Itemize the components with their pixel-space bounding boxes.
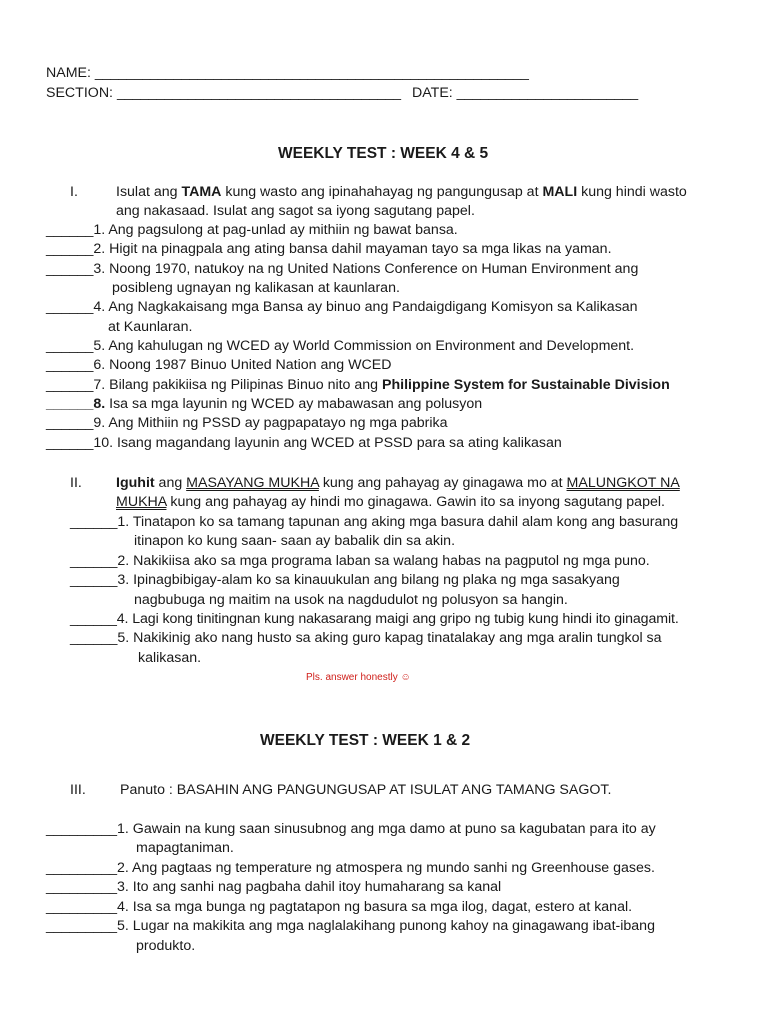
part-iii-numeral: III. [70, 782, 86, 798]
part-iii-item-2: _________2. Ang pagtaas ng temperature ng atmospera ng mundo sanhi ng Greenhouse gases. [46, 860, 655, 876]
part-iii-instruction: Panuto : BASAHIN ANG PANGUNGUSAP AT ISULAT ANG TAMANG SAGOT. [120, 782, 612, 798]
part-iii-item-1-cont: mapagtaniman. [136, 840, 234, 856]
part-i-item-7: ______7. Bilang pakikiisa ng Pilipinas Binuo nito ang Philippine System for Sustainable Division [46, 377, 670, 393]
test-title-week-4-5: WEEKLY TEST : WEEK 4 & 5 [278, 145, 489, 162]
part-ii-item-3-cont: nagbubuga ng maitim na usok na nagdudulot ng polusyon sa hangin. [134, 592, 568, 608]
part-ii-item-1: ______1. Tinatapon ko sa tamang tapunan ang aking mga basura dahil alam kong ang basurang [70, 514, 679, 530]
part-i-item-6: ______6. Noong 1987 Binuo United Nation ang WCED [46, 357, 392, 373]
date-line: DATE: _______________________ [412, 85, 639, 101]
part-iii-item-5: _________5. Lugar na makikita ang mga naglalakihang punong kahoy na ginagawang ibat-ibang [46, 918, 655, 934]
part-i-item-4: ______4. Ang Nagkakaisang mga Bansa ay binuo ang Pandaigdigang Komisyon sa Kalikasan [46, 299, 638, 315]
part-ii-item-5-cont: kalikasan. [138, 650, 202, 666]
part-i-item-2: ______2. Higit na pinagpala ang ating bansa dahil mayaman tayo sa mga likas na yaman. [46, 241, 612, 257]
part-iii-item-4: _________4. Isa sa mga bunga ng pagtatapon ng basura sa mga ilog, dagat, estero at kanal. [46, 899, 633, 915]
part-ii-instruction-line2: MUKHA kung ang pahayag ay hindi mo ginagawa. Gawin ito sa inyong sagutang papel. [116, 494, 665, 510]
part-i-numeral: I. [70, 184, 78, 200]
part-iii-item-5-cont: produkto. [136, 938, 196, 954]
part-i-item-9: ______9. Ang Mithiin ng PSSD ay pagpapatayo ng mga pabrika [46, 415, 448, 431]
part-i-instruction-line2: ang nakasaad. Isulat ang sagot sa iyong sagutang papel. [116, 203, 475, 219]
part-i-item-3-cont: posibleng ugnayan ng kalikasan at kaunlaran. [112, 280, 400, 296]
part-ii-item-3: ______3. Ipinagbibigay-alam ko sa kinauukulan ang bilang ng plaka ng mga sasakyang [70, 572, 620, 588]
test-title-week-1-2: WEEKLY TEST : WEEK 1 & 2 [260, 732, 471, 749]
part-ii-numeral: II. [70, 475, 82, 491]
section-line: SECTION: ____________________________________ [46, 85, 401, 101]
part-ii-item-1-cont: itinapon ko kung saan- saan ay babalik din sa akin. [134, 533, 456, 549]
part-iii-item-1: _________1. Gawain na kung saan sinusubnog ang mga damo at puno sa kagubatan para ito ay [46, 821, 656, 837]
part-i-item-5: ______5. Ang kahulugan ng WCED ay World Commission on Environment and Development. [46, 338, 635, 354]
part-i-item-8: ______8. Isa sa mga layunin ng WCED ay mabawasan ang polusyon [46, 396, 483, 412]
part-i-item-1: ______1. Ang pagsulong at pag-unlad ay mithiin ng bawat bansa. [46, 222, 458, 238]
part-iii-item-3: _________3. Ito ang sanhi nag pagbaha dahil itoy humaharang sa kanal [46, 879, 502, 895]
part-i-item-3: ______3. Noong 1970, natukoy na ng United Nations Conference on Human Environment ang [46, 261, 639, 277]
part-ii-item-4: ______4. Lagi kong tinitingnan kung nakasarang maigi ang gripo ng tubig kung hindi ito ginagamit. [70, 611, 679, 627]
part-ii-item-2: ______2. Nakikiisa ako sa mga programa laban sa walang habas na pagputol ng mga puno. [70, 553, 650, 569]
part-i-item-10: ______10. Isang magandang layunin ang WCED at PSSD para sa ating kalikasan [46, 435, 562, 451]
part-ii-item-5: ______5. Nakikinig ako nang husto sa aking guro kapag tinatalakay ang mga aralin tungkol sa [70, 630, 662, 646]
part-i-item-4-cont: at Kaunlaran. [108, 319, 193, 335]
name-line: NAME: _______________________________________________________ [46, 65, 529, 81]
honesty-note: Pls. answer honestly ☺ [306, 672, 411, 683]
part-i-instruction: Isulat ang TAMA kung wasto ang ipinahahayag ng pangungusap at MALI kung hindi wasto [116, 184, 687, 200]
part-ii-instruction: Iguhit ang MASAYANG MUKHA kung ang pahayag ay ginagawa mo at MALUNGKOT NA [116, 475, 680, 491]
